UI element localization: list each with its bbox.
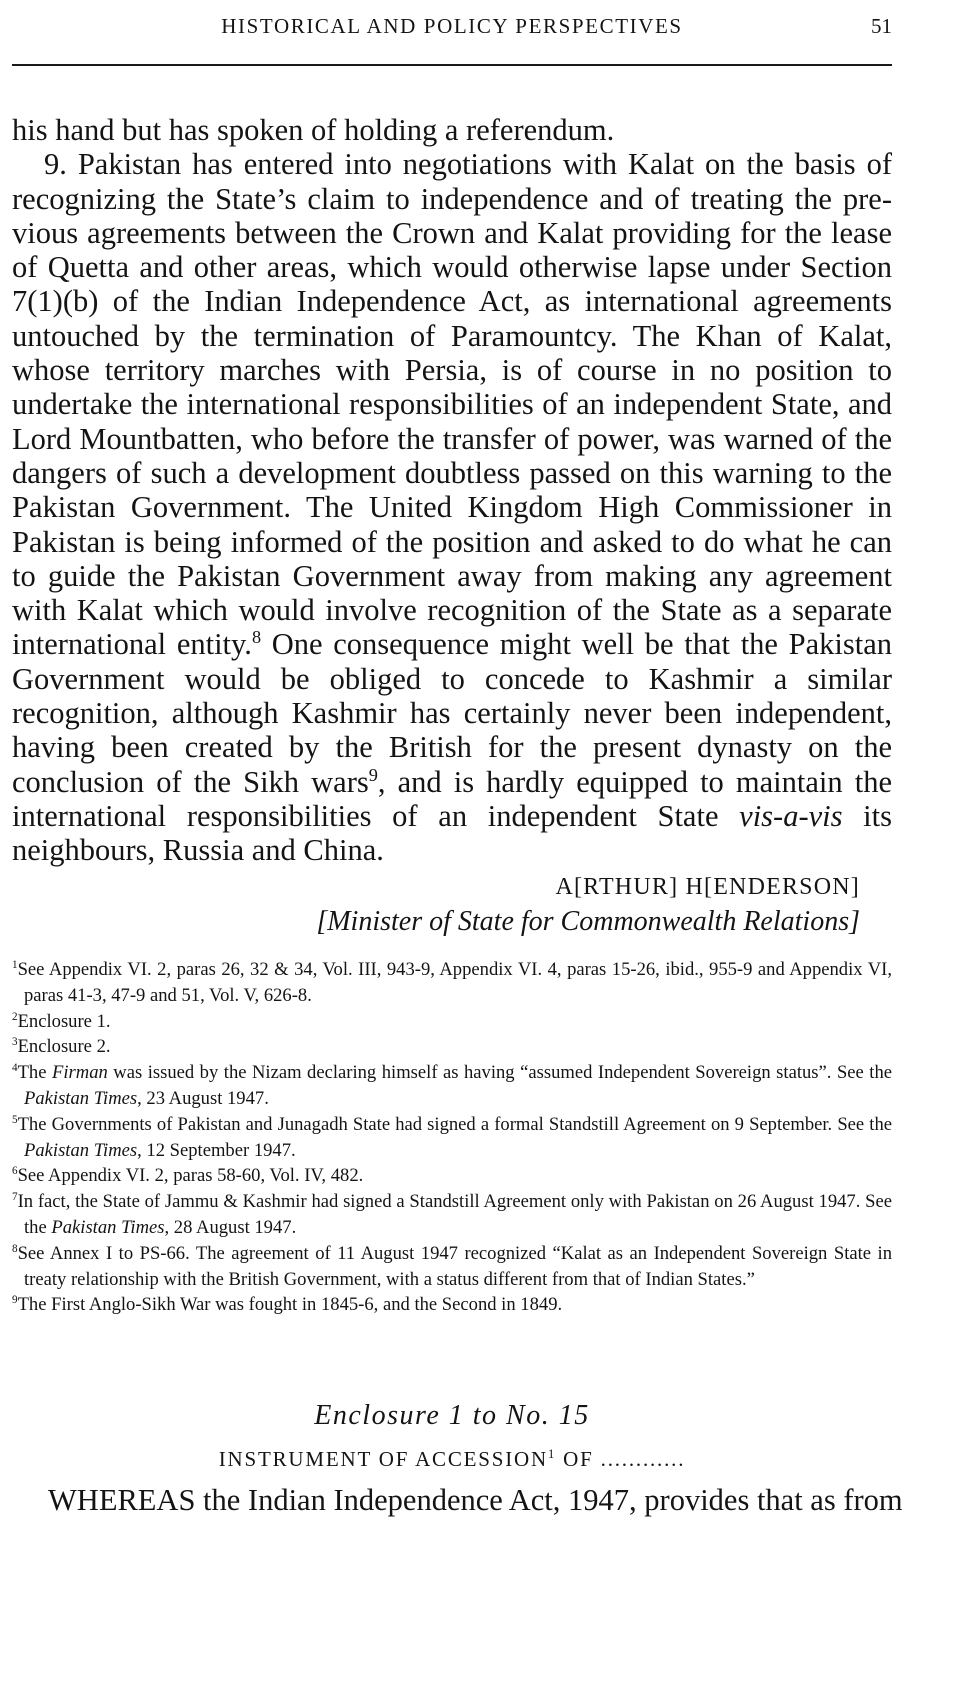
footnote-number: 8 bbox=[12, 1242, 18, 1255]
page-number: 51 bbox=[871, 14, 892, 38]
enclosure-heading: Enclosure 1 to No. 15 bbox=[314, 1400, 590, 1431]
footnote-text: Firman bbox=[52, 1062, 108, 1084]
footnote-text: Enclosure 1. bbox=[17, 1010, 111, 1032]
footnote-text: See Appendix VI. 2, paras 58-60, Vol. IV, 482. bbox=[17, 1165, 364, 1187]
para9-italic: vis-a-vis bbox=[739, 798, 843, 833]
signatory-role: [Minister of State for Commonwealth Relations] bbox=[316, 905, 860, 937]
footnote-text: Pakistan Times bbox=[51, 1216, 165, 1238]
footnote-text: was issued by the Nizam declaring himself as having “assumed Independent Sovereign status”. See the bbox=[107, 1062, 893, 1084]
footnote-text: , 23 August 1947. bbox=[137, 1087, 269, 1109]
instrument-title: INSTRUMENT OF ACCESSION$^1$ OF ............ bbox=[218, 1447, 686, 1471]
enclosure-opening-line: WHEREAS the Indian Independence Act, 1947, provides that as from bbox=[48, 1483, 903, 1517]
footnote-7 bbox=[12, 1189, 892, 1241]
para9-text-c: , and is hardly equipped to maintain the international responsibilities of an independent State bbox=[12, 764, 892, 833]
footnote-number: 3 bbox=[12, 1036, 18, 1049]
continuation-line: his hand but has spoken of holding a referendum. bbox=[12, 113, 615, 147]
para9-text-b: One consequence might well be that the Pakistan Government would be obliged to concede to Kashmir a similar recognition, although Kashmir has certainly never been independent, having been created by the British for the present dynasty on the conclusion of the Sikh wars bbox=[12, 627, 892, 799]
footnote-6 bbox=[12, 1163, 892, 1189]
footnote-number: 2 bbox=[12, 1010, 18, 1023]
footnote-text: The Governments of Pakistan and Junagadh State had signed a formal Standstill Agreement on 9 September. See the bbox=[17, 1113, 892, 1135]
footnote-4 bbox=[12, 1060, 892, 1112]
footnote-2 bbox=[12, 1009, 892, 1035]
footnote-number: 5 bbox=[12, 1113, 18, 1126]
footnote-ref-8: 8 bbox=[251, 627, 262, 648]
footnote-text: The bbox=[17, 1062, 52, 1084]
footnote-text: , 12 September 1947. bbox=[137, 1139, 296, 1161]
running-head bbox=[12, 14, 892, 44]
footnote-number: 4 bbox=[12, 1062, 18, 1074]
footnote-text: Pakistan Times bbox=[24, 1139, 138, 1161]
footnote-text: The First Anglo-Sikh War was fought in 1845-6, and the Second in 1849. bbox=[17, 1294, 563, 1316]
main-text bbox=[12, 113, 892, 940]
footnote-9 bbox=[12, 1292, 892, 1318]
para9-text-d: its neighbours, Russia and China. bbox=[12, 798, 893, 868]
footnote-text: Enclosure 2. bbox=[17, 1036, 111, 1058]
footnote-text: See Annex I to PS-66. The agreement of 11 August 1947 recognized “Kalat as an Independent Sovereign State in treaty relationship with the British Government, with a status different from that of Indian States.” bbox=[17, 1242, 892, 1290]
running-head-title: HISTORICAL AND POLICY PERSPECTIVES bbox=[221, 14, 683, 38]
header-rule bbox=[12, 64, 892, 66]
footnote-1 bbox=[12, 957, 892, 1009]
footnotes bbox=[12, 957, 892, 1318]
footnote-5 bbox=[12, 1112, 892, 1164]
signature-block bbox=[12, 870, 892, 940]
para9-text-a: 9. Pakistan has entered into negotiations with Kalat on the basis of recognizing the State’s claim to independence and of treating the previous agreements between the Crown and Kalat providing for the lease of Quetta and other areas, which would otherwise lapse under Section 7(1)(b) of the Indian Independence Act, as international agreements untouched by the termination of Paramountcy. The Khan of Kalat, whose territory marches with Persia, is of course in no position to undertake the international responsibilities of an independent State, and Lord Mountbatten, who before the transfer of power, was warned of the dangers of such a development doubtless passed on this warning to the Pakistan Government. The United Kingdom High Commissioner in Pakistan is being informed of the position and asked to do what he can to guide the Pakistan Government away from making any agreement with Kalat which would involve recognition of the State as a separate international entity. bbox=[12, 147, 892, 662]
footnote-ref-9: 9 bbox=[368, 764, 378, 785]
footnote-number: 6 bbox=[12, 1165, 18, 1178]
footnote-3 bbox=[12, 1034, 892, 1060]
footnote-text: , 28 August 1947. bbox=[164, 1216, 297, 1238]
signatory-name: A[RTHUR] H[ENDERSON] bbox=[555, 873, 860, 900]
paragraph-9 bbox=[12, 147, 892, 867]
footnote-text: Pakistan Times bbox=[24, 1087, 138, 1109]
instrument-footnote-ref: 1 bbox=[547, 1447, 557, 1461]
footnote-number: 7 bbox=[12, 1190, 18, 1203]
footnote-8 bbox=[12, 1241, 892, 1293]
footnote-number: 1 bbox=[12, 958, 18, 971]
footnote-number: 9 bbox=[12, 1294, 18, 1307]
footnote-text: In fact, the State of Jammu & Kashmir had signed a Standstill Agreement only with Pakistan on 26 August 1947. See the bbox=[17, 1191, 892, 1238]
footnote-text: See Appendix VI. 2, paras 26, 32 & 34, Vol. III, 943-9, Appendix VI. 4, paras 15-26, ibid., 955-9 and Appendix VI, paras 41-3, 47-9 and 51, Vol. V, 626-8. bbox=[17, 959, 892, 1006]
